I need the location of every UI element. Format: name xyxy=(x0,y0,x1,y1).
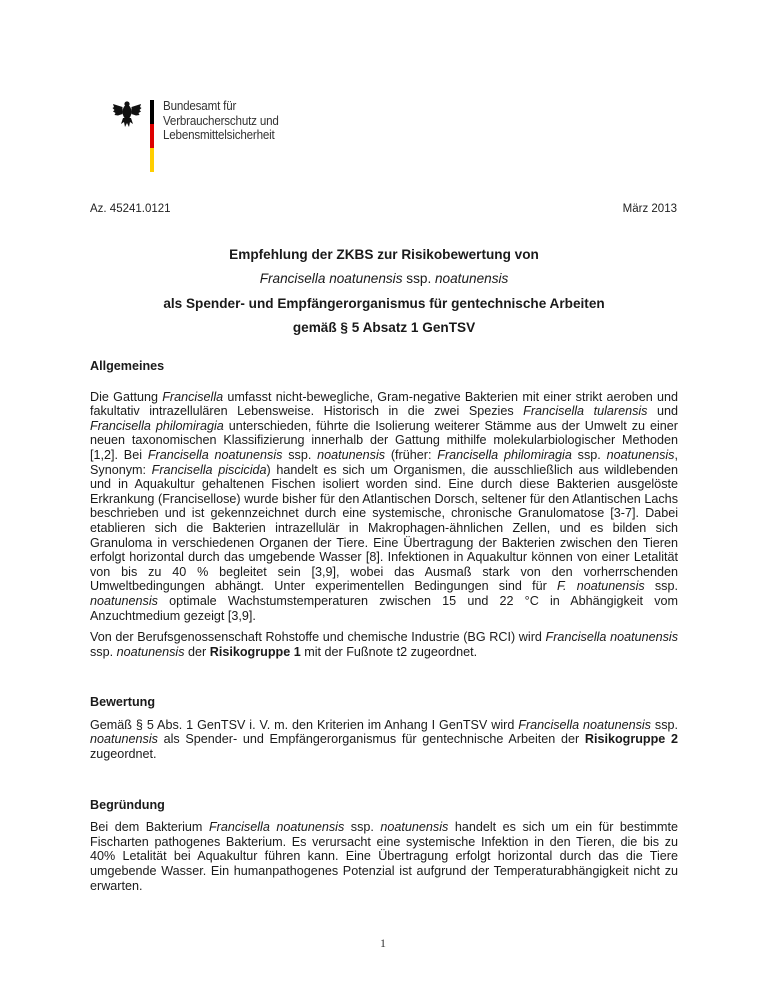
reference-number: Az. 45241.0121 xyxy=(90,203,171,215)
document-body xyxy=(90,359,678,893)
paragraph-allgemeines-2: Von der Berufsgenossenschaft Rohstoffe und chemische Industrie (BG RCI) wird Francisella noatunensis ssp. noatunensis der Risikogruppe 1 mit der Fußnote t2 zugeordnet. xyxy=(90,630,679,659)
section-heading-bewertung: Bewertung xyxy=(90,695,156,710)
document-title: Empfehlung der ZKBS zur Risikobewertung von Francisella noatunensis ssp. noatunensis als Spender- und Empfängerorganismus für gentechnische Arbeiten gemäß § 5 Absatz 1 GenTSV xyxy=(163,247,605,335)
page-number: 1 xyxy=(380,936,386,950)
section-heading-begruendung: Begründung xyxy=(90,797,165,812)
bvl-logo xyxy=(112,100,412,174)
federal-eagle-icon xyxy=(112,100,142,128)
agency-name: Bundesamt für Verbraucherschutz und Lebensmittelsicherheit xyxy=(163,98,279,142)
risk-group-1: Risikogruppe 1 xyxy=(209,644,301,659)
section-heading-allgemeines: Allgemeines xyxy=(90,359,165,373)
paragraph-begruendung: Bei dem Bakterium Francisella noatunensis ssp. noatunensis handelt es sich um ein für bestimmte Fischarten pathogenes Bakterium. Es verursacht eine systemische Infektion in den Tieren, die bis zu 40% Letalität bei Aquakultur führen kann. Eine Übertragung erfolgt horizontal durch das die Tiere umgebende Wasser. Ein humanpathogenes Potenzial ist aufgrund der Temperaturabhängigkeit nicht zu erwarten. xyxy=(90,820,678,893)
paragraph-allgemeines-1: Die Gattung Francisella umfasst nicht-bewegliche, Gram-negative Bakterien mit einer strikt aeroben und fakultativ intrazellulären Lebensweise. Historisch in die zwei Spezies Francisella tularensis und Francisella philomiragia unterschieden, führte die Isolierung weiterer Stämme aus der Umwelt zu einer neuen taxonomischen Klassifizierung innerhalb der Gattung mithilfe molekularbiologischer Methoden [1,2]. Bei Francisella noatunensis ssp. noatunensis (früher: Francisella philomiragia ssp. noatunensis, Synonym: Francisella piscicida) handelt es sich um Organismen, die ausschließlich aus wildlebenden und in Aquakultur gehaltenen Fischen isoliert worden sind. Eine durch diese Bakterien ausgelöste Erkrankung (Francisellose) wurde bisher für den Atlantischen Dorsch, seltener für den Atlantischen Lachs beschrieben und ist gekennzeichnet durch eine systemische, chronische Granulomatose [3-7]. Dabei etablieren sich die Bakterien intrazellulär in Makrophagen-ähnlichen Zellen, und es bilden sich Granuloma in verschiedenen Organen der Tiere. Eine Übertragung der Bakterien zwischen den Tieren erfolgt horizontal durch das umgebende Wasser [8]. Infektionen in Aquakultur können von einer Letalität von bis zu 40 % begleitet sein [3,9], wobei das Ausmaß stark von den vorherrschenden Umweltbedingungen abhängt. Unter experimentellen Bedingungen sind für F. noatunensis ssp. noatunensis optimale Wachstumstemperaturen zwischen 15 und 22 °C in Abhängigkeit vom Anzuchtmedium gezeigt [3,9]. xyxy=(90,389,679,623)
risk-group-2: Risikogruppe 2 xyxy=(584,732,678,747)
german-flag-bar xyxy=(150,100,154,172)
document-date: März 2013 xyxy=(622,203,677,215)
paragraph-bewertung: Gemäß § 5 Abs. 1 GenTSV i. V. m. den Kriterien im Anhang I GenTSV wird Francisella noatunensis ssp. noatunensis als Spender- und Empfängerorganismus für gentechnische Arbeiten der Risikogruppe 2 zugeordnet. xyxy=(90,717,678,762)
